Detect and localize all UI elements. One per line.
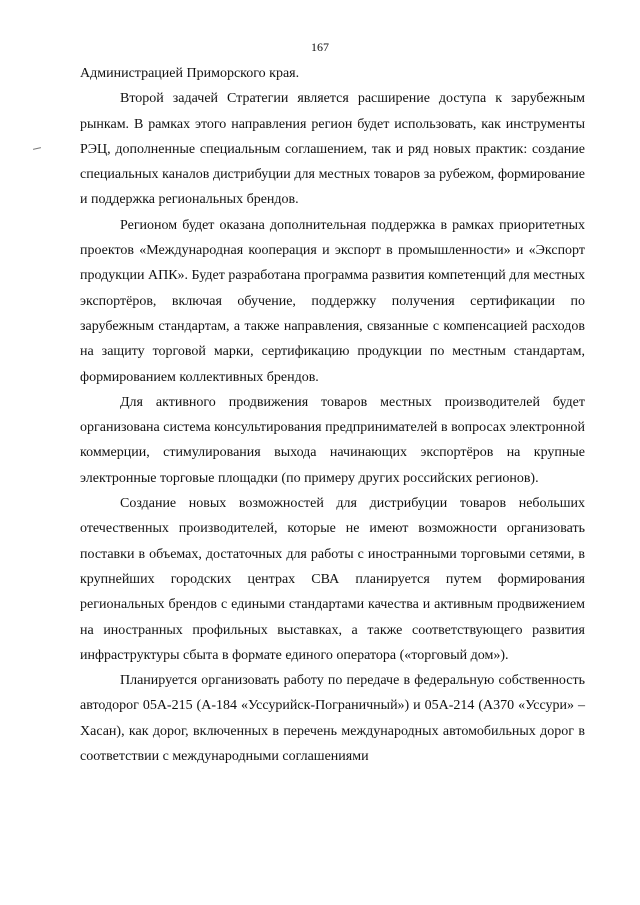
margin-pen-mark [33, 147, 41, 150]
paragraph-continuation: Администрацией Приморского края. [80, 66, 300, 81]
paragraph-second-task: Второй задачей Стратегии является расширение доступа к зарубежным рынкам. В рамках этого направления регион будет использовать, как инструменты РЭЦ, дополненные специальным соглашением, так и ряд новых практик: создание специальных каналов дистрибуции для местных товаров за рубежом, формирование и поддержка региональных брендов. [80, 91, 585, 208]
page-number: 167 [311, 40, 329, 54]
paragraph-regional-support: Регионом будет оказана дополнительная поддержка в рамках приоритетных проектов «Международная кооперация и экспорт в промышленности» и «Экспорт продукции АПК». Будет разработана программа развития компетенций для местных экспортёров, включая обучение, поддержку получения сертификации по зарубежным стандартам, а также направления, связанные с компенсацией расходов на защиту торговой марки, сертификацию продукции по местным стандартам, формированием коллективных брендов. [80, 217, 585, 385]
document-body [80, 61, 585, 769]
paragraph-e-commerce: Для активного продвижения товаров местных производителей будет организована система консультирования предпринимателей в вопросах электронной коммерции, стимулирования выхода начинающих экспортёров на крупные электронные торговые площадки (по примеру других российских регионов). [80, 394, 585, 486]
paragraph-federal-roads: Планируется организовать работу по передаче в федеральную собственность автодорог 05А-215 (А-184 «Уссурийск-Пограничный») и 05А-214 (А370 «Уссури» – Хасан), как дорог, включенных в перечень международных автомобильных дорог в соответствии с международными соглашениями [80, 673, 585, 765]
paragraph-distribution: Создание новых возможностей для дистрибуции товаров небольших отечественных производителей, которые не имеют возможности организовать поставки в объемах, достаточных для работы с иностранными торговыми сетями, в крупнейших городских центрах СВА планируется путем формирования региональных брендов с едиными стандартами качества и активным продвижением на иностранных профильных выставках, а также соответствующего развития инфраструктуры сбыта в формате единого оператора («торговый дом»). [80, 496, 585, 663]
